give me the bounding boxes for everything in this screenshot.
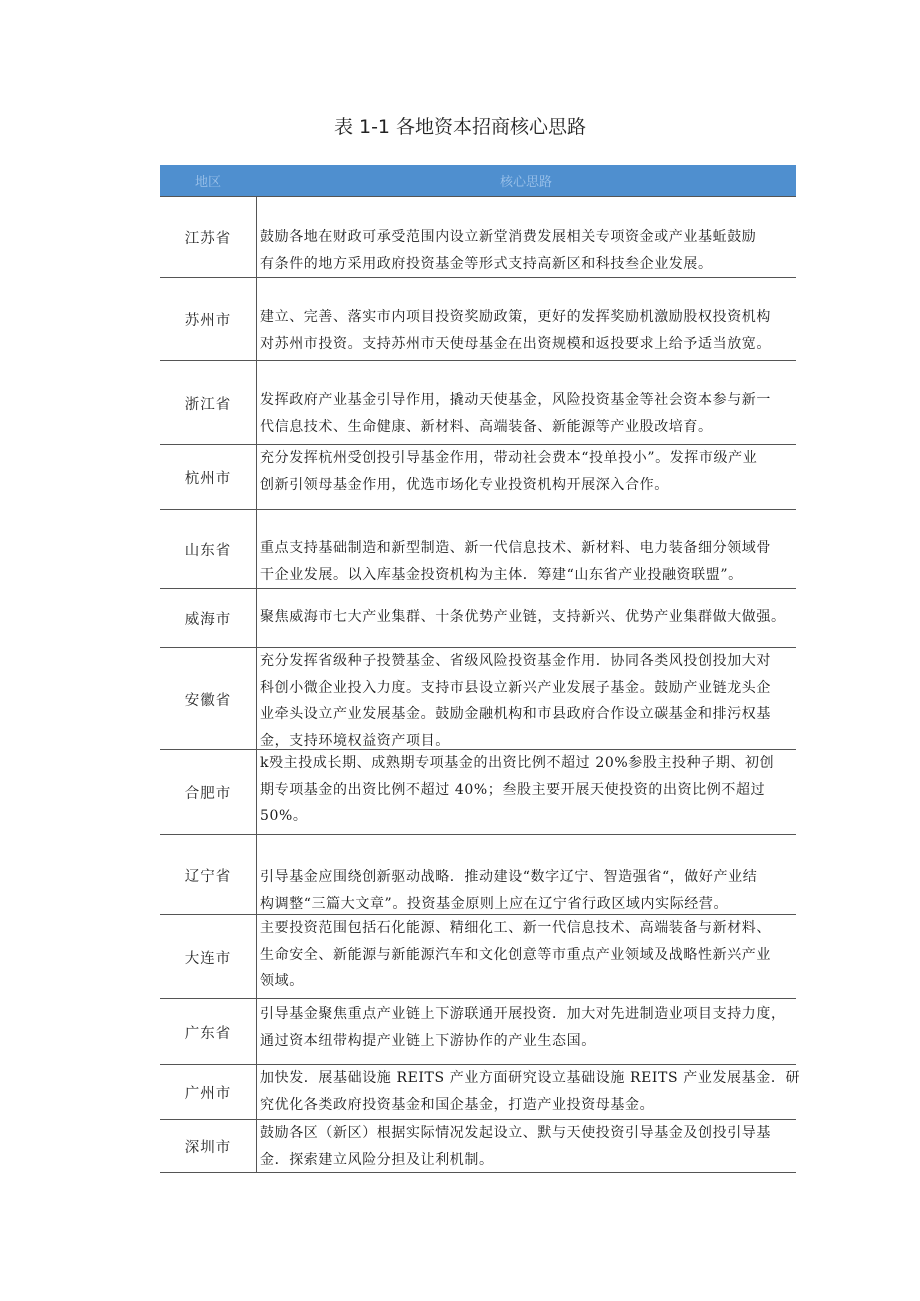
strategy-line: 代信息技术、生命健康、新材料、高端装备、新能源等产业股改培育。 (260, 418, 713, 435)
table-row (160, 196, 796, 278)
strategy-cell (256, 648, 796, 750)
strategy-line: 究优化各类政府投资基金和国企基金，打造产业投资母基金。 (260, 1096, 655, 1113)
strategy-cell (256, 1120, 796, 1173)
header-region: 地区 (194, 175, 221, 190)
strategy-line: 50%。 (260, 808, 308, 824)
table-header (160, 165, 796, 196)
strategy-line: 金，支持环境权益资产项目。 (260, 732, 450, 749)
strategy-line: 主要投资范围包括石化能源、精细化工、新一代信息技术、高端装备与新材料、 (260, 920, 771, 936)
table-row (160, 1064, 801, 1120)
table-title: 表 1-1 各地资本招商核心思路 (333, 116, 587, 138)
table-row (160, 914, 796, 999)
strategy-line: 发挥政府产业基金引导作用，撬动天使基金，风险投资基金等社会资本参与新一 (260, 392, 771, 408)
table-row (160, 1119, 796, 1173)
strategy-cell (256, 197, 796, 278)
strategy-line: 聚焦威海市七大产业集群、十条优势产业链，支持新兴、优势产业集群做大做强。 (260, 609, 786, 625)
strategy-line: 建立、完善、落实市内项目投资奖励政策，更好的发挥奖励机激励股权投资机构 (260, 309, 771, 325)
strategy-line: 通过资本纽带构提产业链上下游协作的产业生态国。 (260, 1032, 596, 1049)
strategy-line: 引导基金应围绕创新驱动战略．推动建设“数字辽宁、智造强省“，做好产业结 (260, 869, 758, 885)
region-cell: 安徽省 (184, 692, 232, 709)
region-cell: 浙江省 (184, 396, 232, 413)
region-cell: 广东省 (184, 1025, 232, 1042)
strategy-line: 干企业发展。以入库基金投资机构为主体．筹建“山东省产业投融资联盟”。 (260, 566, 743, 583)
region-cell: 山东省 (184, 543, 232, 559)
strategy-line: 鼓励各地在财政可承受范围内设立新堂消费发展相关专项资金或产业基蚯鼓励 (260, 229, 757, 245)
region-cell: 江苏省 (184, 231, 232, 247)
region-cell: 威海市 (184, 612, 232, 628)
strategy-line: 引导基金聚焦重点产业链上下游联通开展投资．加大对先进制造业项目支持力度， (260, 1006, 786, 1022)
strategy-line: 领域。 (260, 973, 304, 989)
table-row (160, 647, 796, 750)
strategy-line: 业牵头设立产业发展基金。鼓励金融机构和市县政府合作设立碳基金和排污权基 (260, 706, 771, 722)
strategy-cell (256, 589, 796, 648)
strategy-line: 金．探索建立风险分担及让利机制。 (260, 1151, 494, 1168)
strategy-cell (256, 835, 796, 915)
strategy-cell (256, 750, 796, 835)
table-row (160, 509, 796, 589)
strategy-cell (256, 510, 796, 589)
table-row (160, 998, 796, 1065)
region-cell: 辽宁省 (184, 868, 232, 885)
region-cell: 广州市 (184, 1086, 232, 1102)
region-cell: 苏州市 (184, 313, 232, 329)
region-cell: 杭州市 (184, 471, 232, 487)
table-row (160, 834, 796, 915)
strategy-line: k殁主投成长期、成熟期专项基金的出资比例不超过 20%参股主投种子期、初创 (260, 755, 775, 771)
strategy-line: 有条件的地方采用政府投资基金等形式支持高新区和科技叁企业发展。 (260, 255, 713, 272)
strategy-cell (256, 361, 796, 445)
strategy-cell (256, 278, 796, 361)
table-row (160, 588, 796, 648)
strategy-line: 构调整“三篇大文章”。投资基金原则上应在辽宁省行政区域内实际经营。 (260, 895, 729, 912)
header-strategy: 核心思路 (499, 175, 552, 190)
strategy-table (160, 165, 801, 1168)
strategy-line: 鼓励各区（新区）根据实际情况发起设立、默与天使投资引导基金及创投引导基 (260, 1125, 771, 1141)
strategy-line: 重点支持基础制造和新型制造、新一代信息技术、新材料、电力装备细分领域骨 (260, 540, 771, 556)
table-row (160, 749, 796, 835)
strategy-cell (256, 999, 796, 1065)
strategy-line: 创新引领母基金作用，优选市场化专业投资机构开展深入合作。 (260, 476, 669, 493)
strategy-line: 充分发挥杭州受创投引导基金作用，带动社会费本“投单投小”。发挥市级产业 (260, 450, 758, 466)
strategy-line: 科创小微企业投入力度。支持市县设立新兴产业发展子基金。鼓励产业链龙头企 (260, 679, 771, 696)
table-row (160, 360, 796, 445)
strategy-cell (256, 445, 796, 510)
strategy-cell (256, 915, 796, 999)
region-cell: 合肥市 (184, 786, 232, 802)
region-cell: 深圳市 (184, 1140, 232, 1156)
region-cell: 大连市 (184, 950, 232, 967)
table-row (160, 277, 796, 361)
table-row (160, 444, 796, 510)
strategy-line: 期专项基金的出资比例不超过 40%；叁股主要开展天使投资的出资比例不超过 (260, 781, 766, 798)
strategy-line: 生命安全、新能源与新能源汽车和文化创意等市重点产业领域及战略性新兴产业 (260, 946, 771, 963)
strategy-line: 加快发．展基础设施 REITS 产业方面研究设立基础设施 REITS 产业发展基金．研 (260, 1070, 801, 1086)
strategy-line: 充分发挥省级种子投赞基金、省级风险投资基金作用．协同各类风投创投加大对 (260, 653, 771, 669)
strategy-line: 对苏州市投资。支持苏州市天使母基金在出资规模和返投要求上给予适当放宽。 (260, 335, 771, 352)
table-bottom-border (160, 1172, 796, 1173)
strategy-cell (256, 1065, 801, 1120)
